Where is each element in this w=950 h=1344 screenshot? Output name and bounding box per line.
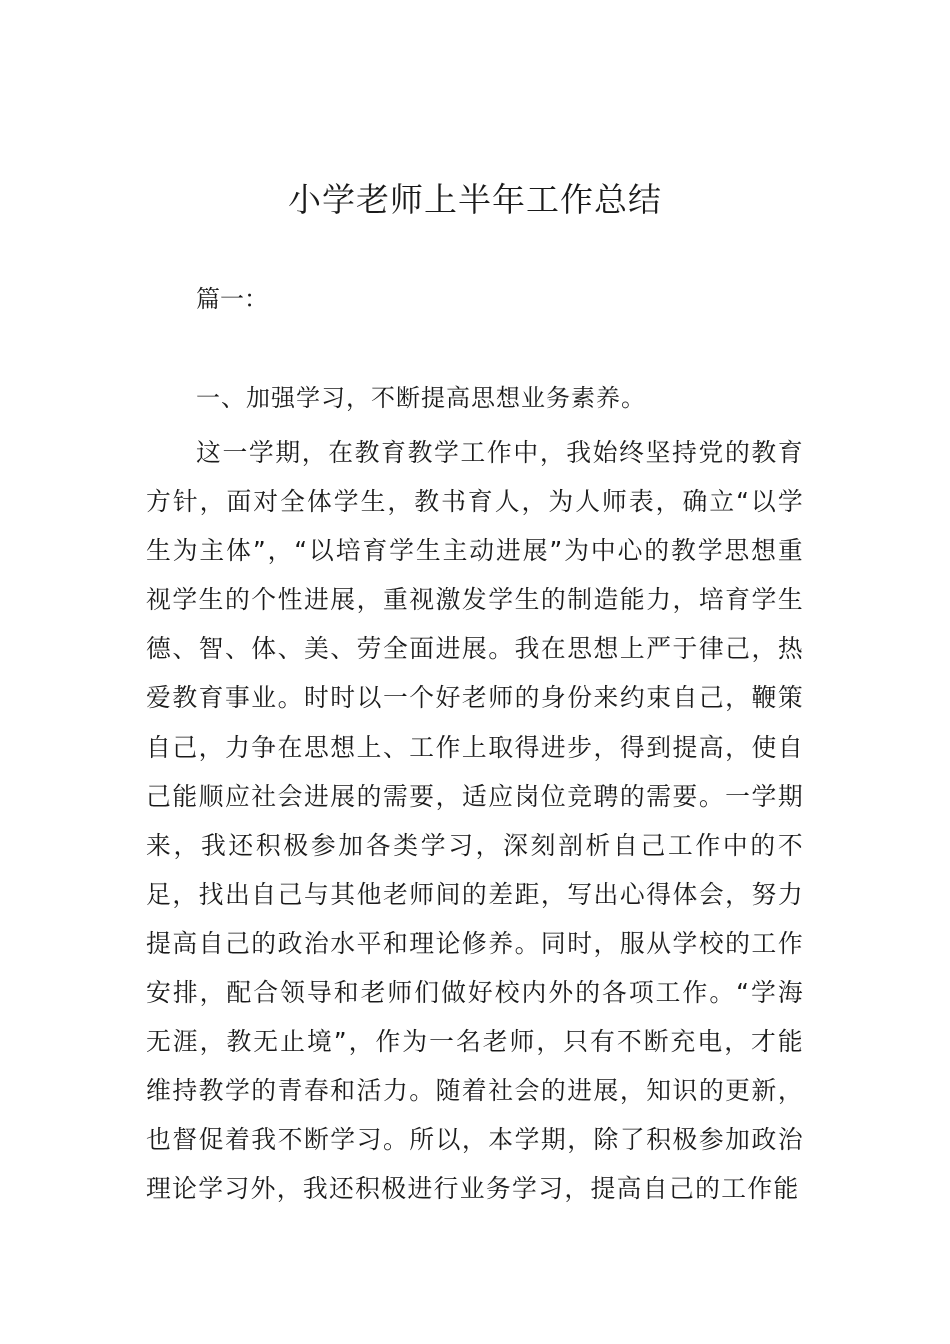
section-label: 篇一： [196, 285, 268, 313]
body-paragraph: 这一学期，在教育教学工作中，我始终坚持党的教育方针，面对全体学生，教书育人，为人师表，确立“以学生为主体”，“以培育学生主动进展”为中心的教学思想重视学生的个性进展，重视激发学生的制造能力，培育学生德、智、体、美、劳全面进展。我在思想上严于律己，热爱教育事业。时时以一个好老师的身份来约束自己，鞭策自己，力争在思想上、工作上取得进步，得到提高，使自己能顺应社会进展的需要，适应岗位竞聘的需要。一学期来，我还积极参加各类学习，深刻剖析自己工作中的不足，找出自己与其他老师间的差距，写出心得体会，努力提高自己的政治水平和理论修养。同时，服从学校的工作安排，配合领导和老师们做好校内外的各项工作。“学海无涯，教无止境”，作为一名老师，只有不断充电，才能维持教学的青春和活力。随着社会的进展，知识的更新，也督促着我不断学习。所以，本学期，除了积极参加政治理论学习外，我还积极进行业务学习，提高自己的工作能 [146, 438, 804, 1204]
document-title: 小学老师上半年工作总结 [288, 180, 662, 219]
section-heading: 一、加强学习，不断提高思想业务素养。 [196, 384, 646, 412]
